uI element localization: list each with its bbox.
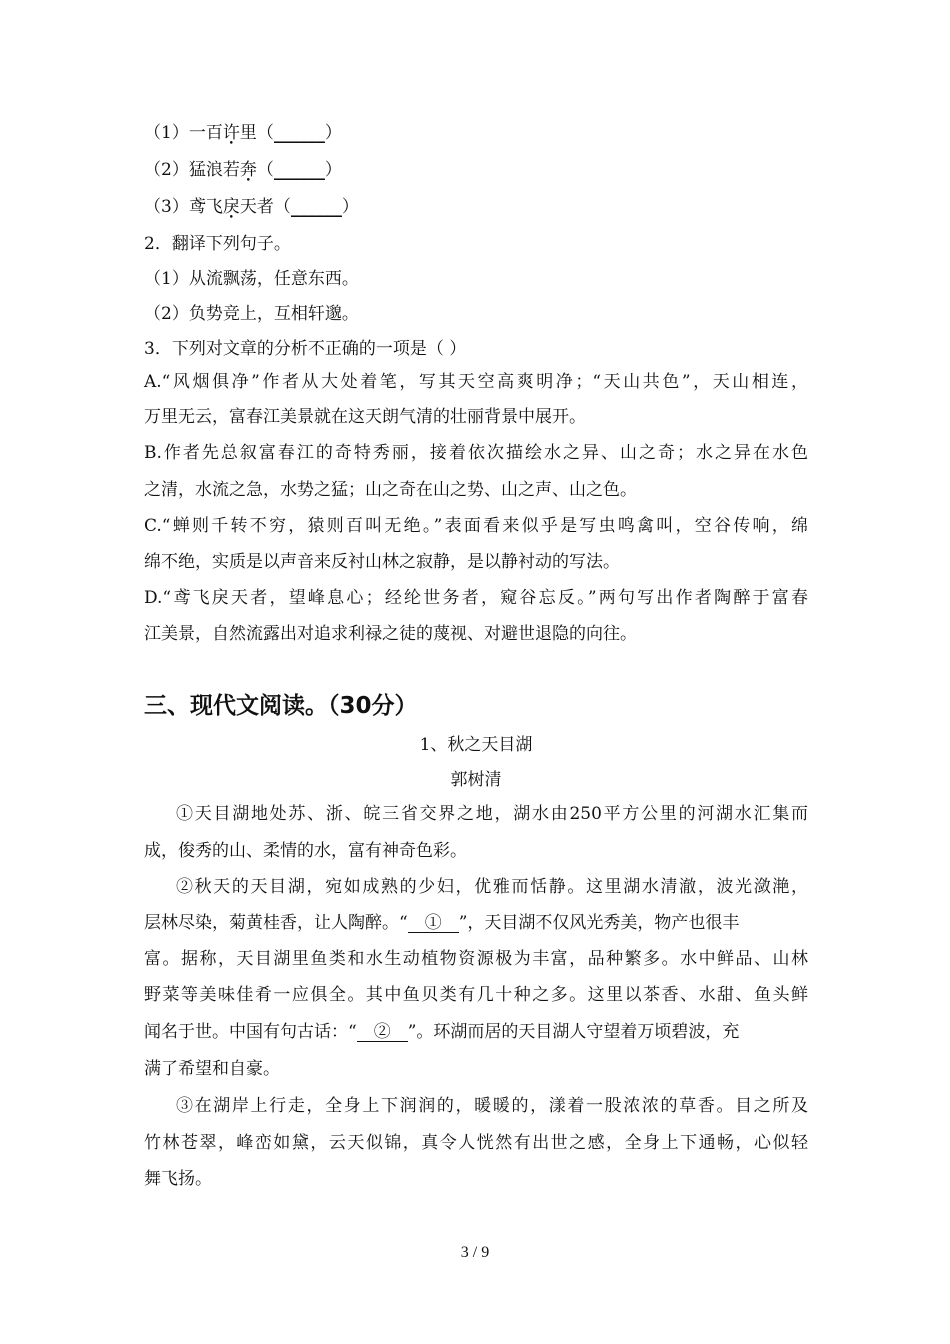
paragraph-2-line-4: 野菜等美味佳肴一应俱全。其中鱼贝类有几十种之多。这里以茶香、水甜、鱼头鲜 [144,985,808,1005]
q3-title: 3．下列对文章的分析不正确的一项是（ ） [144,339,467,359]
answer-blank: ① [407,913,459,933]
q2-sentence-2: （2）负势竞上，互相轩邈。 [144,304,359,324]
page-number: 3 / 9 [460,1244,490,1261]
q3-option-b-line-2: 之清，水流之急，水势之猛；山之奇在山之势、山之声、山之色。 [144,480,637,500]
emphasis-dot-char: 奔 [239,160,257,180]
answer-blank: ② [356,1022,408,1042]
article-author: 郭树清 [450,770,502,790]
emphasis-dot-char: 许 [222,123,240,143]
article-title: 1、秋之天目湖 [419,735,533,755]
q1-item-3: （3）鸢飞戾天者（______） [144,197,359,217]
q3-option-a-line-2: 万里无云，富春江美景就在这天朗气清的壮丽背景中展开。 [144,407,586,427]
q1-item-1: （1）一百许里（______） [144,123,342,143]
paragraph-1-line-1: ①天目湖地处苏、浙、皖三省交界之地，湖水由250平方公里的河湖水汇集而 [176,804,808,824]
answer-blank: ______ [290,197,342,217]
paragraph-2-line-1: ②秋天的天目湖，宛如成熟的少妇，优雅而恬静。这里湖水清澈，波光潋滟， [176,877,808,897]
paragraph-3-line-1: ③在湖岸上行走，全身上下润润的，暖暖的，漾着一股浓浓的草香。目之所及 [176,1096,808,1116]
q3-option-b-line-1: B.作者先总叙富春江的奇特秀丽，接着依次描绘水之异、山之奇；水之异在水色 [144,443,808,463]
answer-blank: ______ [273,160,325,180]
paragraph-2-line-2: 层林尽染，菊黄桂香，让人陶醉。“ ① ”，天目湖不仅风光秀美，物产也很丰 [144,913,740,933]
paragraph-2-line-3: 富。据称，天目湖里鱼类和水生动植物资源极为丰富，品种繁多。水中鲜品、山林 [144,949,808,969]
q3-option-a-line-1: A.“风烟俱净”作者从大处着笔，写其天空高爽明净；“天山共色”，天山相连， [144,372,808,392]
q2-title: 2．翻译下列句子。 [144,234,291,254]
paragraph-3-line-2: 竹林苍翠，峰峦如黛，云天似锦，真令人恍然有出世之感，全身上下通畅，心似轻 [144,1133,808,1153]
q1-item-2: （2）猛浪若奔（______） [144,160,342,180]
paragraph-2-line-6: 满了希望和自豪。 [144,1059,280,1079]
q3-option-c-line-1: C.“蝉则千转不穷，猿则百叫无绝。”表面看来似乎是写虫鸣禽叫，空谷传响，绵 [144,516,808,536]
answer-blank: ______ [273,123,325,143]
paragraph-3-line-3: 舞飞扬。 [144,1169,212,1189]
paragraph-2-line-5: 闻名于世。中国有句古话：“ ② ”。环湖而居的天目湖人守望着万顷碧波，充 [144,1022,740,1042]
emphasis-dot-char: 戾 [222,197,240,217]
section-heading: 三、现代文阅读。（30分） [144,693,418,719]
q3-option-d-line-2: 江美景，自然流露出对追求利禄之徒的蔑视、对避世退隐的向往。 [144,624,637,644]
q3-option-c-line-2: 绵不绝，实质是以声音来反衬山林之寂静，是以静衬动的写法。 [144,552,620,572]
paragraph-1-line-2: 成，俊秀的山、柔情的水，富有神奇色彩。 [144,841,467,861]
q2-sentence-1: （1）从流飘荡，任意东西。 [144,269,359,289]
q3-option-d-line-1: D.“鸢飞戾天者，望峰息心；经纶世务者，窥谷忘反。”两句写出作者陶醉于富春 [144,588,808,608]
